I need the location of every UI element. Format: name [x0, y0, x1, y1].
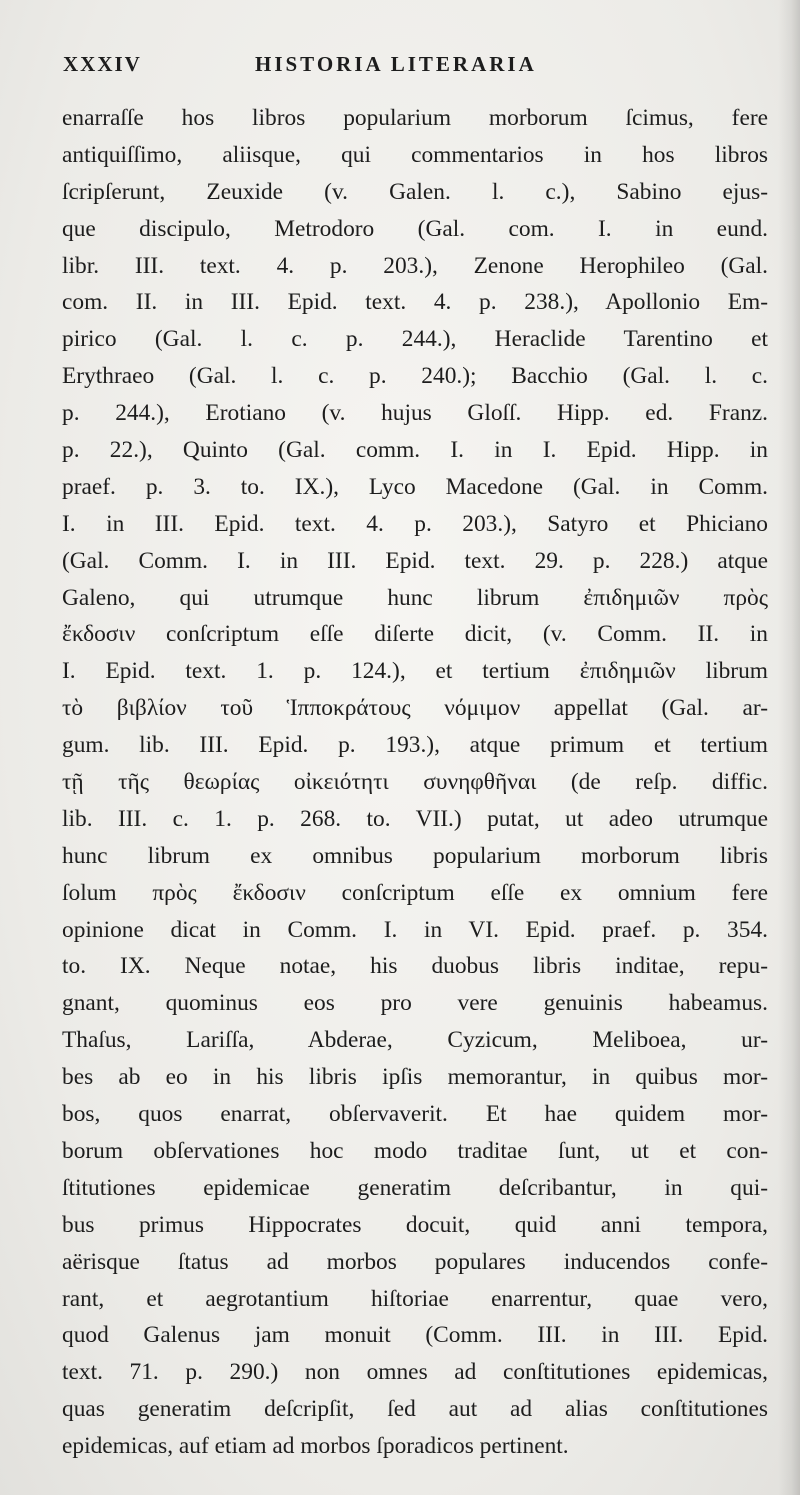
text-line: I. in III. Epid. text. 4. p. 203.), Satyro et Phiciano	[62, 510, 768, 537]
text-line: quod Galenus jam monuit (Comm. III. in III. Epid.	[62, 1322, 768, 1349]
body-text	[62, 100, 768, 1465]
text-line: ſcripſerunt, Zeuxide (v. Galen. l. c.), Sabino ejus-	[62, 178, 768, 205]
text-line: bos, quos enarrat, obſervaverit. Et hae quidem mor-	[62, 1101, 768, 1128]
running-head	[63, 52, 703, 82]
page-gutter-shadow	[778, 0, 800, 1495]
text-line: epidemicas, auf etiam ad morbos ſporadicos pertinent.	[62, 1433, 569, 1460]
text-line: Erythraeo (Gal. l. c. p. 240.); Bacchio (Gal. l. c.	[62, 363, 768, 390]
text-line: aërisque ſtatus ad morbos populares inducendos confe-	[62, 1248, 768, 1275]
text-line: antiquiſſimo, aliisque, qui commentarios in hos libros	[62, 141, 768, 168]
text-line: hunc librum ex omnibus popularium morborum libris	[62, 842, 768, 869]
text-line: bus primus Hippocrates docuit, quid anni tempora,	[62, 1211, 768, 1238]
text-line: gnant, quominus eos pro vere genuinis habeamus.	[62, 990, 768, 1017]
text-line: lib. III. c. 1. p. 268. to. VII.) putat, ut adeo utrumque	[62, 805, 768, 832]
text-line: com. II. in III. Epid. text. 4. p. 238.), Apollonio Em-	[62, 289, 768, 316]
text-line: opinione dicat in Comm. I. in VI. Epid. praef. p. 354.	[62, 916, 768, 943]
text-line: praef. p. 3. to. IX.), Lyco Macedone (Gal. in Comm.	[62, 473, 768, 500]
text-line: rant, et aegrotantium hiſtoriae enarrentur, quae vero,	[62, 1285, 768, 1312]
text-line: text. 71. p. 290.) non omnes ad conſtitutiones epidemicas,	[62, 1359, 768, 1386]
text-line: p. 22.), Quinto (Gal. comm. I. in I. Epid. Hipp. in	[62, 437, 768, 464]
text-line: que discipulo, Metrodoro (Gal. com. I. in eund.	[62, 215, 768, 242]
text-line: quas generatim deſcripſit, ſed aut ad alias conſtitutiones	[62, 1396, 768, 1423]
text-line: (Gal. Comm. I. in III. Epid. text. 29. p. 228.) atque	[62, 547, 768, 574]
text-line: ſtitutiones epidemicae generatim deſcribantur, in qui-	[62, 1174, 768, 1201]
text-line: ſolum πρὸς ἔκδοσιν conſcriptum eſſe ex omnium fere	[62, 879, 768, 906]
text-line: Thaſus, Lariſſa, Abderae, Cyzicum, Meliboea, ur-	[62, 1027, 768, 1054]
text-line: gum. lib. III. Epid. p. 193.), atque primum et tertium	[62, 732, 768, 759]
text-line: borum obſervationes hoc modo traditae ſunt, ut et con-	[62, 1137, 768, 1164]
text-line: I. Epid. text. 1. p. 124.), et tertium ἐπιδημιῶν librum	[62, 658, 768, 685]
running-title: HISTORIA LITERARIA	[255, 52, 537, 76]
text-line: to. IX. Neque notae, his duobus libris inditae, repu-	[62, 953, 768, 980]
text-line: ἔκδοσιν conſcriptum eſſe diſerte dicit, (v. Comm. II. in	[62, 621, 768, 648]
text-line: pirico (Gal. l. c. p. 244.), Heraclide Tarentino et	[62, 326, 768, 353]
page-number: XXXIV	[63, 52, 142, 76]
text-line: τὸ βιβλίον τοῦ Ἱπποκράτους νόμιμον appellat (Gal. ar-	[62, 695, 768, 722]
text-line: Galeno, qui utrumque hunc librum ἐπιδημιῶν πρὸς	[62, 584, 768, 611]
text-line: enarraſſe hos libros popularium morborum ſcimus, fere	[62, 105, 768, 131]
text-line: libr. III. text. 4. p. 203.), Zenone Herophileo (Gal.	[62, 252, 768, 279]
text-line: bes ab eo in his libris ipſis memorantur, in quibus mor-	[62, 1064, 768, 1091]
text-line: p. 244.), Erotiano (v. hujus Gloſſ. Hipp. ed. Franz.	[62, 400, 768, 427]
text-line: τῇ τῆς θεωρίας οἰκειότητι συνηφθῆναι (de reſp. diffic.	[62, 769, 768, 796]
